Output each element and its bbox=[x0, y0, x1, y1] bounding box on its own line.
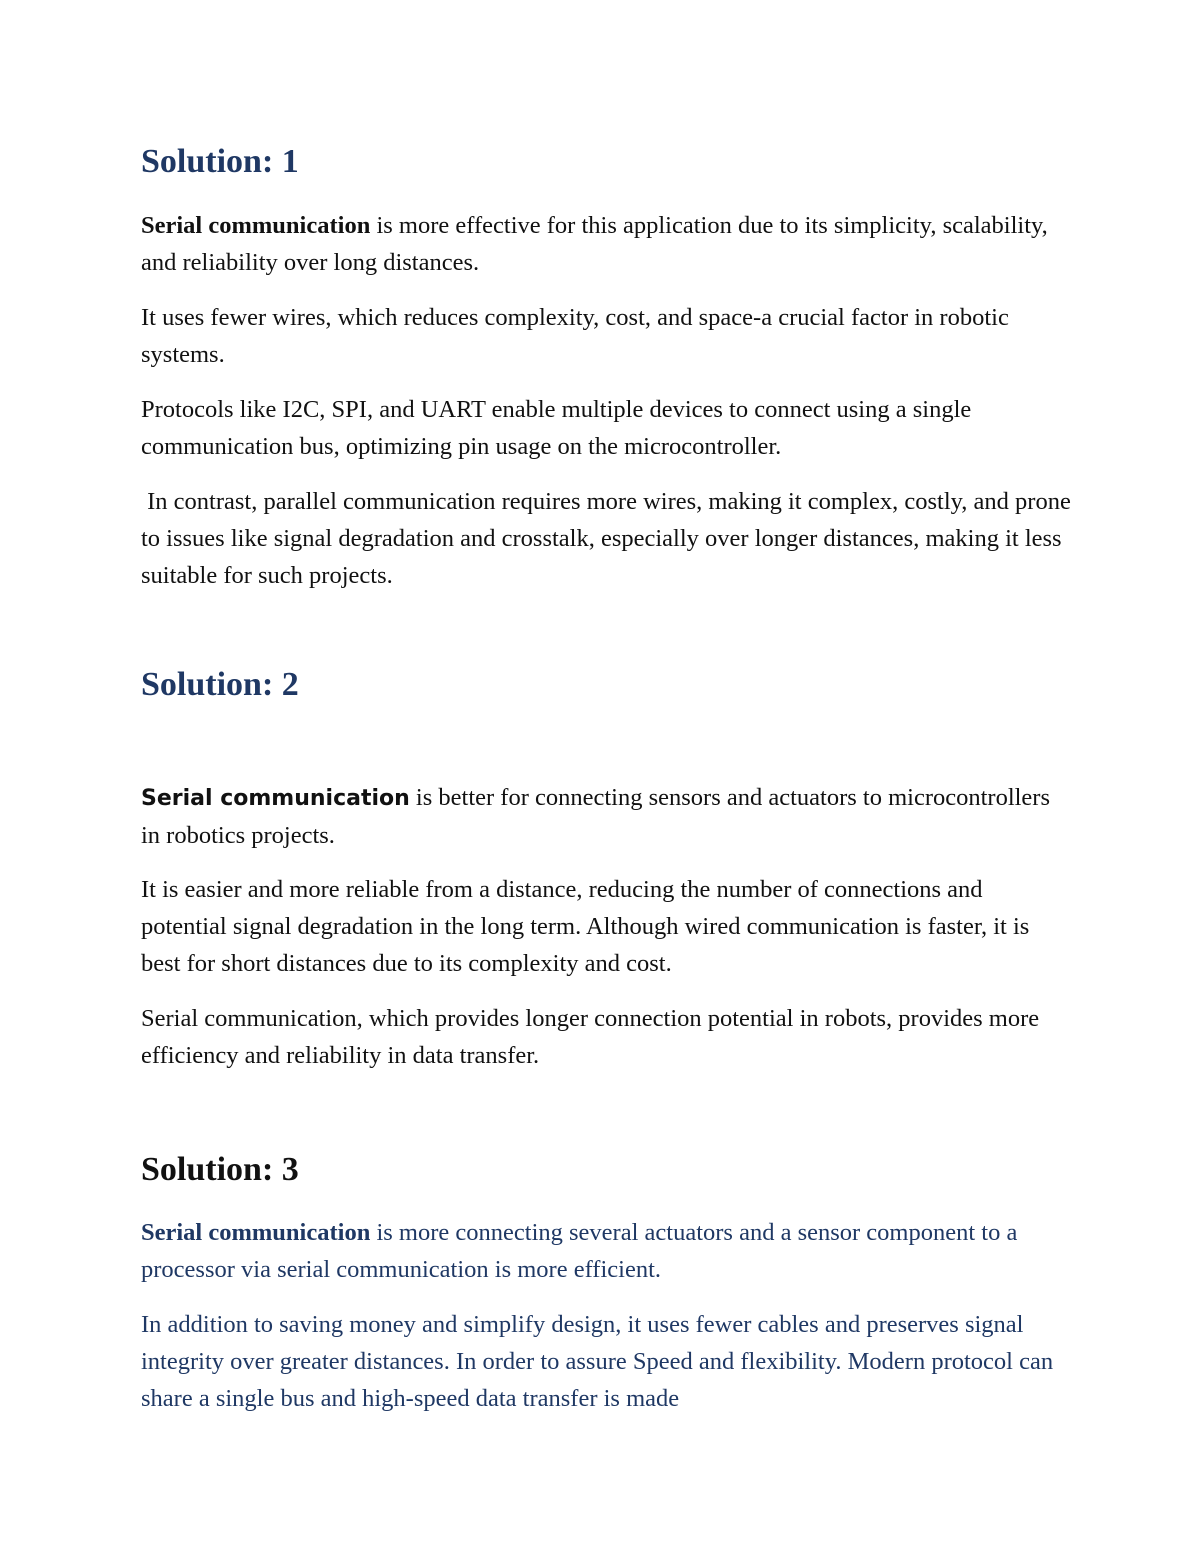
solution-2-paragraph-1-text: is better for connecting sensors and actuators to microcontrollers in robotics projects. bbox=[141, 784, 1051, 849]
solution-1-bold-term: Serial communication bbox=[141, 212, 371, 239]
solution-3-bold-term: Serial communication bbox=[141, 1219, 371, 1246]
solution-2-paragraph-2: It is easier and more reliable from a distance, reducing the number of connections and potential signal degradation in the long term. Although wired communication is faster, it is best for short distances due to its complexity and cost. bbox=[141, 876, 1030, 977]
solution-3-paragraph-1-text: is more connecting several actuators and a sensor component to a processor via serial communication is more efficient. bbox=[141, 1219, 1018, 1283]
solution-2-paragraph-3: Serial communication, which provides longer connection potential in robots, provides more efficiency and reliability in data transfer. bbox=[141, 1005, 1040, 1069]
solution-2-heading: Solution: 2 bbox=[141, 666, 299, 703]
solution-3-paragraph-2: In addition to saving money and simplify design, it uses fewer cables and preserves signal integrity over greater distances. In order to assure Speed and flexibility. Modern protocol can share a single bus and high-speed data transfer is made bbox=[141, 1311, 1054, 1412]
solution-1-heading: Solution: 1 bbox=[141, 143, 299, 180]
solution-2-bold-term: Serial communication bbox=[141, 786, 410, 811]
solution-1-paragraph-3: Protocols like I2C, SPI, and UART enable multiple devices to connect using a single communication bus, optimizing pin usage on the microcontroller. bbox=[141, 396, 972, 460]
solution-1-paragraph-1 bbox=[141, 207, 1071, 281]
solution-1-paragraph-2: It uses fewer wires, which reduces complexity, cost, and space-a crucial factor in robotic systems. bbox=[141, 304, 1009, 368]
solution-3-heading: Solution: 3 bbox=[141, 1151, 299, 1188]
solution-2-paragraph-1 bbox=[141, 779, 1071, 854]
solution-3-paragraph-1 bbox=[141, 1214, 1071, 1288]
solution-1-paragraph-4: In contrast, parallel communication requires more wires, making it complex, costly, and prone to issues like signal degradation and crosstalk, especially over longer distances, making it less suitable for such projects. bbox=[141, 488, 1077, 589]
solution-1-paragraph-1-text: is more effective for this application due to its simplicity, scalability, and reliability over long distances. bbox=[141, 212, 1048, 276]
